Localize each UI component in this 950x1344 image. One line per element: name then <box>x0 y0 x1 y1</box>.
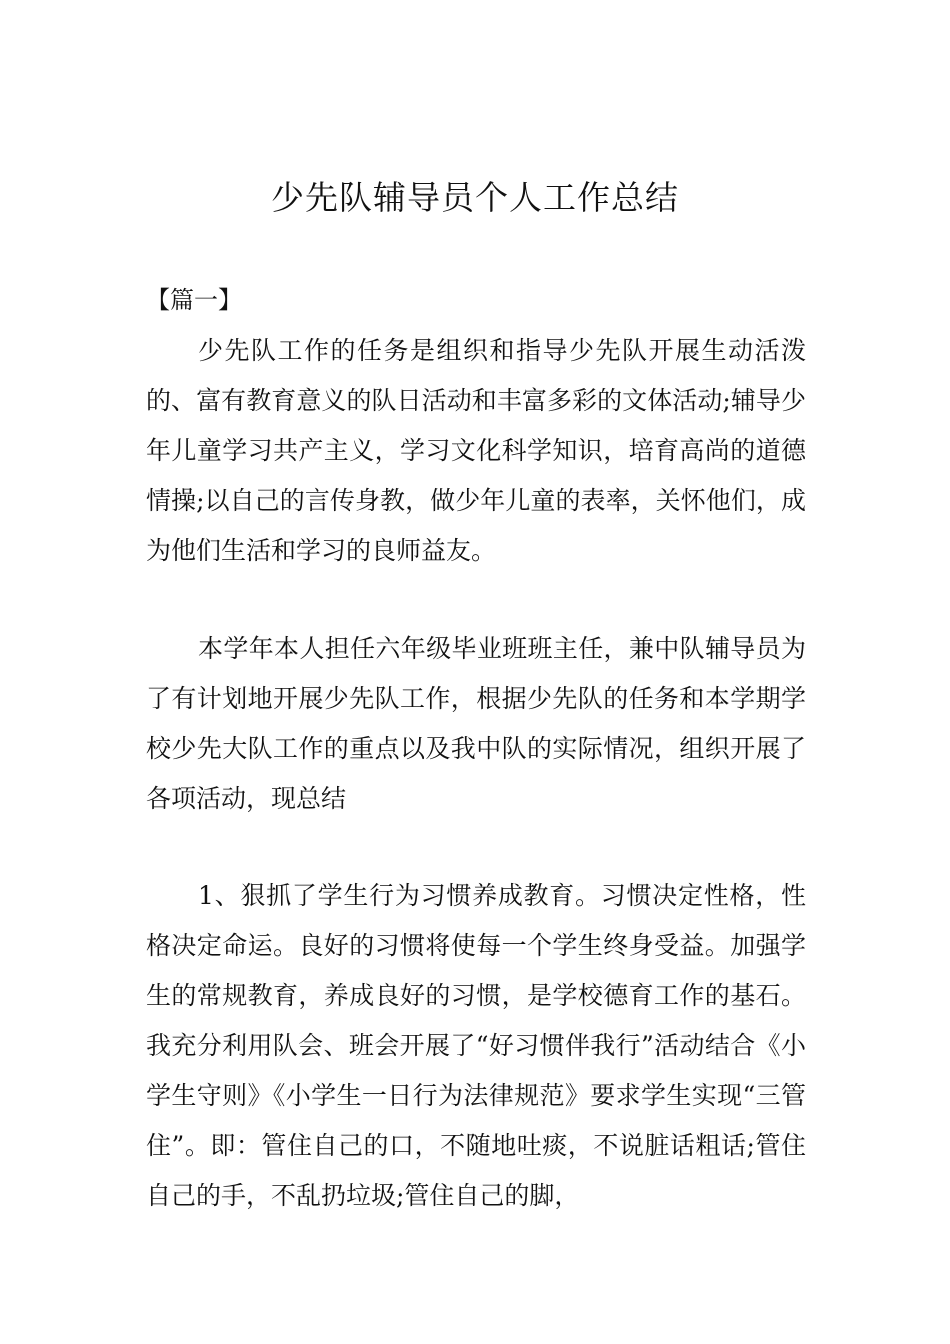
paragraph-2: 本学年本人担任六年级毕业班班主任，兼中队辅导员为了有计划地开展少先队工作，根据少先队的任务和本学期学校少先大队工作的重点以及我中队的实际情况，组织开展了各项活动，现总结 <box>146 634 806 813</box>
document-title: 少先队辅导员个人工作总结 <box>271 178 679 217</box>
paragraph-1: 少先队工作的任务是组织和指导少先队开展生动活泼的、富有教育意义的队日活动和丰富多彩的文体活动;辅导少年儿童学习共产主义，学习文化科学知识，培育高尚的道德情操;以自己的言传身教，做少年儿童的表率，关怀他们，成为他们生活和学习的良师益友。 <box>146 336 806 565</box>
paragraph-3: 1、狠抓了学生行为习惯养成教育。习惯决定性格，性格决定命运。良好的习惯将使每一个学生终身受益。加强学生的常规教育，养成良好的习惯，是学校德育工作的基石。我充分利用队会、班会开展了“好习惯伴我行”活动结合《小学生守则》《小学生一日行为法律规范》要求学生实现“三管住”。即：管住自己的口，不随地吐痰，不说脏话粗话;管住自己的手，不乱扔垃圾;管住自己的脚， <box>146 881 806 1210</box>
section-label: 【篇一】 <box>146 286 242 314</box>
